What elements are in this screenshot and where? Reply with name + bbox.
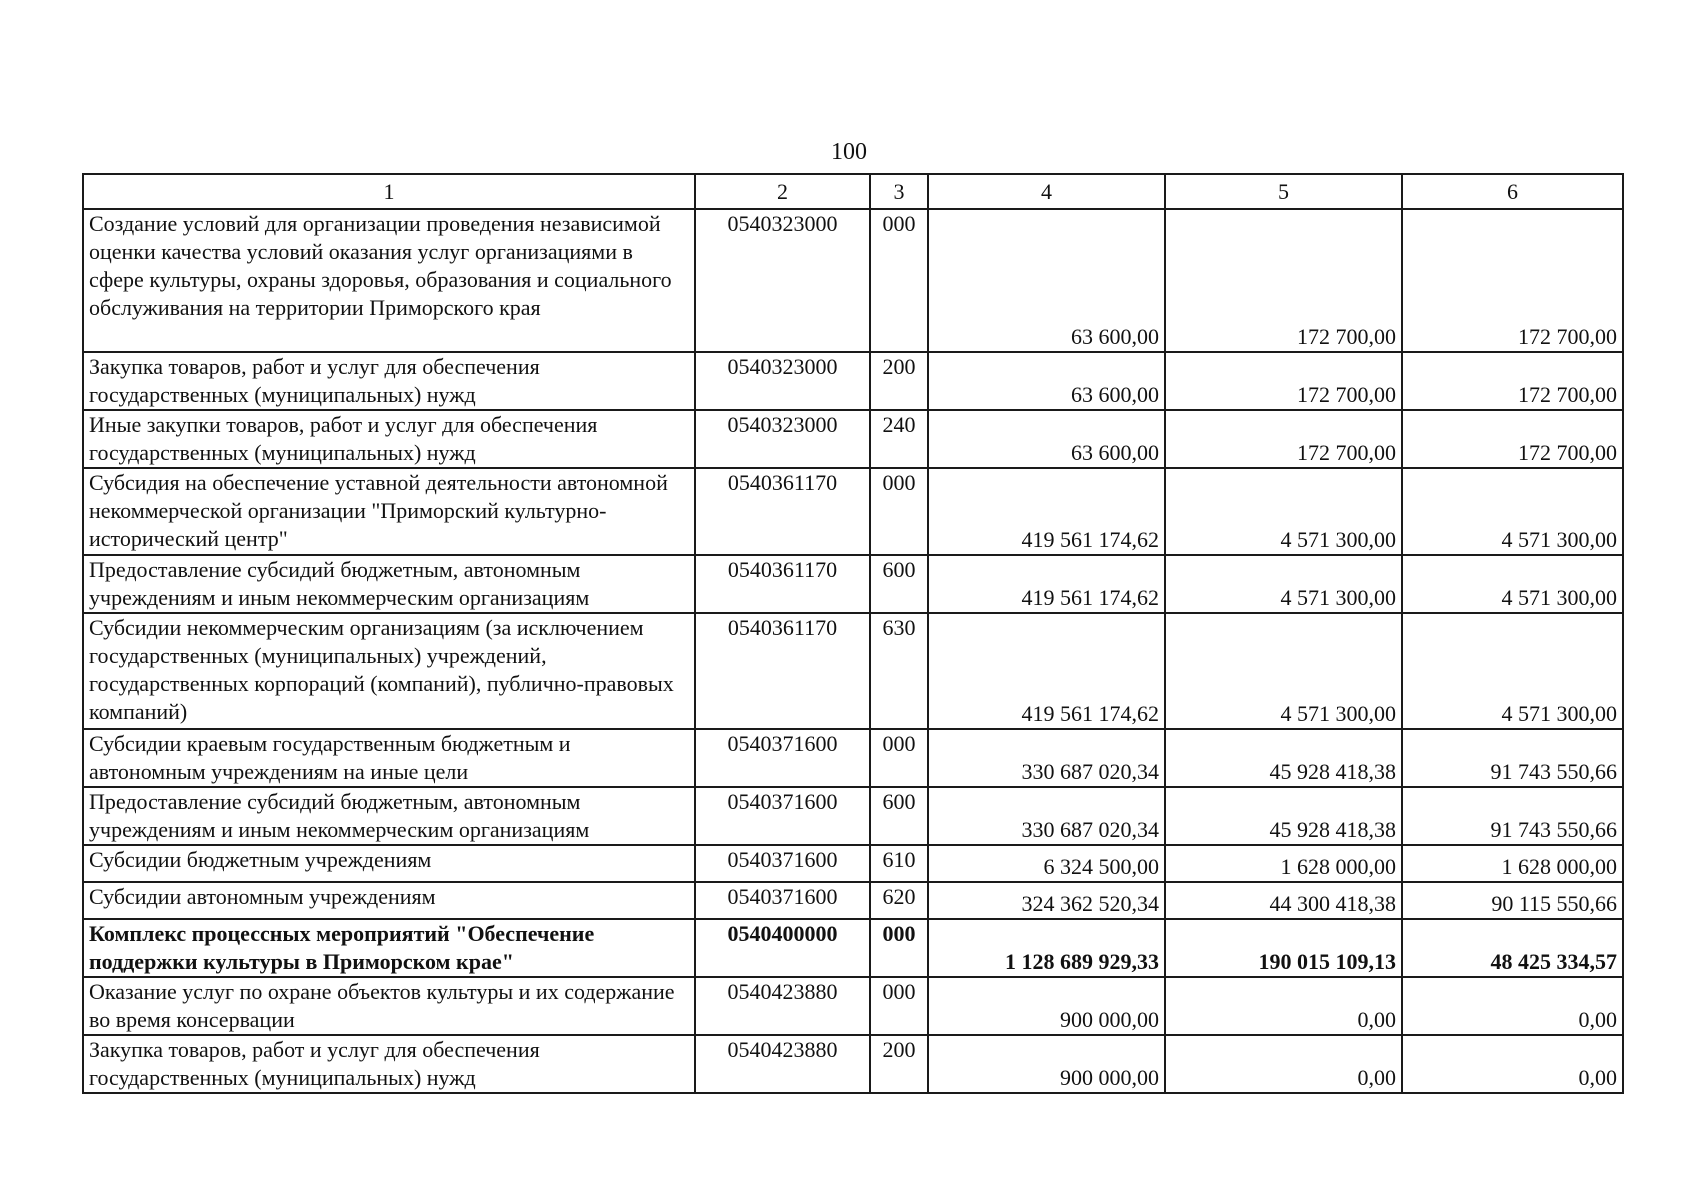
row-amount-col5: 1 628 000,00 — [1165, 845, 1402, 882]
row-amount-col4: 63 600,00 — [928, 352, 1165, 410]
row-target-code: 0540423880 — [695, 977, 870, 1035]
row-amount-col5: 45 928 418,38 — [1165, 787, 1402, 845]
table-row — [83, 209, 1623, 352]
row-description: Предоставление субсидий бюджетным, автономным учреждениям и иным некоммерческим организациям — [83, 787, 695, 845]
row-amount-col4: 330 687 020,34 — [928, 729, 1165, 787]
header-row — [83, 174, 1623, 209]
row-description: Комплекс процессных мероприятий "Обеспечение поддержки культуры в Приморском крае" — [83, 919, 695, 977]
row-target-code: 0540371600 — [695, 729, 870, 787]
column-header: 6 — [1402, 174, 1623, 209]
row-target-code: 0540323000 — [695, 209, 870, 352]
row-target-code: 0540361170 — [695, 468, 870, 555]
row-target-code: 0540323000 — [695, 352, 870, 410]
row-amount-col5: 0,00 — [1165, 1035, 1402, 1093]
row-amount-col4: 419 561 174,62 — [928, 555, 1165, 613]
row-description: Предоставление субсидий бюджетным, автономным учреждениям и иным некоммерческим организациям — [83, 555, 695, 613]
row-target-code: 0540400000 — [695, 919, 870, 977]
table-row — [83, 882, 1623, 919]
budget-table — [82, 173, 1624, 1094]
row-target-code: 0540361170 — [695, 555, 870, 613]
row-description: Создание условий для организации проведения независимой оценки качества условий оказания услуг организациями в сфере культуры, охраны здоровья, образования и социального обслуживания на территории Приморского края — [83, 209, 695, 352]
row-expense-type: 600 — [870, 787, 928, 845]
table-row — [83, 845, 1623, 882]
table-row — [83, 919, 1623, 977]
row-amount-col4: 324 362 520,34 — [928, 882, 1165, 919]
row-amount-col6: 4 571 300,00 — [1402, 613, 1623, 729]
row-expense-type: 620 — [870, 882, 928, 919]
row-amount-col6: 91 743 550,66 — [1402, 729, 1623, 787]
row-amount-col6: 0,00 — [1402, 1035, 1623, 1093]
row-expense-type: 000 — [870, 919, 928, 977]
row-target-code: 0540423880 — [695, 1035, 870, 1093]
row-expense-type: 630 — [870, 613, 928, 729]
column-header: 4 — [928, 174, 1165, 209]
row-description: Субсидии бюджетным учреждениям — [83, 845, 695, 882]
row-amount-col4: 900 000,00 — [928, 1035, 1165, 1093]
row-description: Субсидия на обеспечение уставной деятельности автономной некоммерческой организации "Приморский культурно-исторический центр" — [83, 468, 695, 555]
row-amount-col6: 91 743 550,66 — [1402, 787, 1623, 845]
column-header: 5 — [1165, 174, 1402, 209]
table-row — [83, 613, 1623, 729]
row-expense-type: 000 — [870, 729, 928, 787]
row-amount-col5: 172 700,00 — [1165, 352, 1402, 410]
row-amount-col5: 4 571 300,00 — [1165, 613, 1402, 729]
row-expense-type: 600 — [870, 555, 928, 613]
row-expense-type: 000 — [870, 209, 928, 352]
row-amount-col5: 172 700,00 — [1165, 209, 1402, 352]
table-row — [83, 977, 1623, 1035]
row-target-code: 0540323000 — [695, 410, 870, 468]
row-amount-col4: 63 600,00 — [928, 209, 1165, 352]
table-row — [83, 352, 1623, 410]
row-target-code: 0540361170 — [695, 613, 870, 729]
row-description: Закупка товаров, работ и услуг для обеспечения государственных (муниципальных) нужд — [83, 1035, 695, 1093]
row-description: Оказание услуг по охране объектов культуры и их содержание во время консервации — [83, 977, 695, 1035]
row-amount-col4: 419 561 174,62 — [928, 613, 1165, 729]
row-amount-col4: 6 324 500,00 — [928, 845, 1165, 882]
table-row — [83, 555, 1623, 613]
row-target-code: 0540371600 — [695, 787, 870, 845]
row-amount-col4: 1 128 689 929,33 — [928, 919, 1165, 977]
row-amount-col6: 4 571 300,00 — [1402, 468, 1623, 555]
row-expense-type: 000 — [870, 468, 928, 555]
row-amount-col5: 44 300 418,38 — [1165, 882, 1402, 919]
row-target-code: 0540371600 — [695, 882, 870, 919]
row-amount-col6: 0,00 — [1402, 977, 1623, 1035]
row-amount-col6: 172 700,00 — [1402, 410, 1623, 468]
column-header: 1 — [83, 174, 695, 209]
page-number: 100 — [831, 139, 867, 165]
row-target-code: 0540371600 — [695, 845, 870, 882]
column-header: 3 — [870, 174, 928, 209]
row-amount-col6: 1 628 000,00 — [1402, 845, 1623, 882]
table-row — [83, 468, 1623, 555]
row-amount-col4: 419 561 174,62 — [928, 468, 1165, 555]
row-amount-col4: 900 000,00 — [928, 977, 1165, 1035]
row-amount-col5: 45 928 418,38 — [1165, 729, 1402, 787]
row-amount-col6: 172 700,00 — [1402, 352, 1623, 410]
table-row — [83, 410, 1623, 468]
row-expense-type: 000 — [870, 977, 928, 1035]
row-amount-col6: 48 425 334,57 — [1402, 919, 1623, 977]
row-amount-col5: 4 571 300,00 — [1165, 468, 1402, 555]
row-amount-col4: 63 600,00 — [928, 410, 1165, 468]
row-expense-type: 610 — [870, 845, 928, 882]
table-row — [83, 787, 1623, 845]
column-header: 2 — [695, 174, 870, 209]
row-amount-col5: 172 700,00 — [1165, 410, 1402, 468]
row-description: Иные закупки товаров, работ и услуг для обеспечения государственных (муниципальных) нужд — [83, 410, 695, 468]
row-description: Субсидии некоммерческим организациям (за исключением государственных (муниципальных) учреждений, государственных корпораций (компаний), публично-правовых компаний) — [83, 613, 695, 729]
row-description: Закупка товаров, работ и услуг для обеспечения государственных (муниципальных) нужд — [83, 352, 695, 410]
table-row — [83, 1035, 1623, 1093]
row-amount-col5: 190 015 109,13 — [1165, 919, 1402, 977]
row-amount-col5: 4 571 300,00 — [1165, 555, 1402, 613]
row-description: Субсидии краевым государственным бюджетным и автономным учреждениям на иные цели — [83, 729, 695, 787]
row-expense-type: 200 — [870, 1035, 928, 1093]
row-amount-col6: 172 700,00 — [1402, 209, 1623, 352]
row-expense-type: 240 — [870, 410, 928, 468]
row-expense-type: 200 — [870, 352, 928, 410]
row-amount-col6: 90 115 550,66 — [1402, 882, 1623, 919]
table-row — [83, 729, 1623, 787]
row-amount-col5: 0,00 — [1165, 977, 1402, 1035]
row-amount-col4: 330 687 020,34 — [928, 787, 1165, 845]
row-amount-col6: 4 571 300,00 — [1402, 555, 1623, 613]
row-description: Субсидии автономным учреждениям — [83, 882, 695, 919]
